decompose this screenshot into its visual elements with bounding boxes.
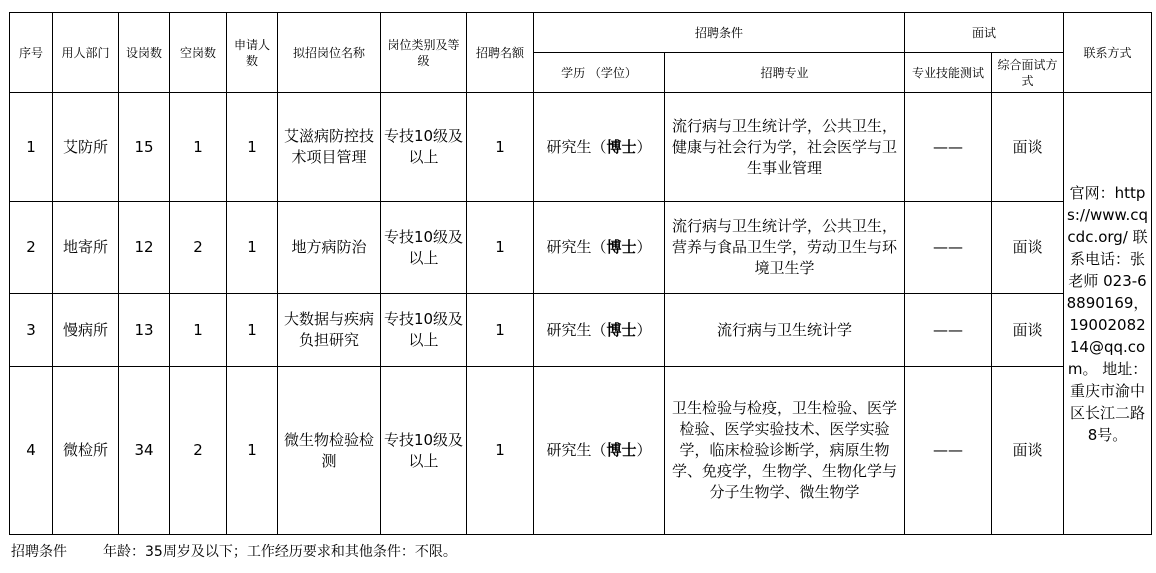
- recruitment-table: [9, 12, 1152, 535]
- cell-major: 卫生检验与检疫，卫生检验、医学检验、医学实验技术、医学实验学，临床检验诊断学，病原生物学、免疫学，生物学、生物化学与分子生物学、微生物学: [665, 367, 905, 535]
- edu-suffix: ）: [636, 320, 652, 339]
- cell-major: 流行病与卫生统计学，公共卫生，健康与社会行为学，社会医学与卫生事业管理: [665, 93, 905, 202]
- cell-vacant: 1: [170, 294, 227, 367]
- header-seq: 序号: [10, 13, 53, 93]
- cell-position: 大数据与疾病负担研究: [278, 294, 381, 367]
- cell-skill-test: ——: [905, 294, 992, 367]
- header-quota: 招聘名额: [467, 13, 534, 93]
- header-applicants: 申请人数: [227, 13, 278, 93]
- edu-degree: 博士: [606, 320, 637, 339]
- cell-interview-mode: 面谈: [992, 93, 1064, 202]
- edu-suffix: ）: [636, 137, 652, 156]
- note-label: 招聘条件: [11, 544, 67, 560]
- table-row: [10, 294, 1152, 367]
- header-category: 岗位类别及等级: [381, 13, 467, 93]
- cell-vacant: 2: [170, 367, 227, 535]
- cell-education: [534, 93, 665, 202]
- cell-category: 专技10级及以上: [381, 367, 467, 535]
- cell-education: [534, 294, 665, 367]
- cell-major: 流行病与卫生统计学: [665, 294, 905, 367]
- table-row: [10, 202, 1152, 294]
- cell-contact: 官网：https://www.cqcdc.org/ 联系电话：张老师 023-68890169，1900208214@qq.com。 地址：重庆市渝中区长江二路8号。: [1064, 93, 1152, 535]
- edu-prefix: 研究生（: [546, 137, 607, 156]
- cell-skill-test: ——: [905, 93, 992, 202]
- cell-dept: 艾防所: [53, 93, 119, 202]
- cell-quota: 1: [467, 202, 534, 294]
- header-education: 学历 （学位）: [534, 53, 665, 93]
- header-conditions: 招聘条件: [534, 13, 905, 53]
- cell-seq: 1: [10, 93, 53, 202]
- cell-seq: 4: [10, 367, 53, 535]
- cell-dept: 微检所: [53, 367, 119, 535]
- cell-category: 专技10级及以上: [381, 93, 467, 202]
- cell-interview-mode: 面谈: [992, 202, 1064, 294]
- cell-applicants: 1: [227, 367, 278, 535]
- cell-major: 流行病与卫生统计学，公共卫生，营养与食品卫生学，劳动卫生与环境卫生学: [665, 202, 905, 294]
- edu-degree: 博士: [606, 137, 637, 156]
- edu-prefix: 研究生（: [546, 320, 607, 339]
- cell-skill-test: ——: [905, 367, 992, 535]
- header-dept: 用人部门: [53, 13, 119, 93]
- edu-prefix: 研究生（: [546, 238, 607, 256]
- edu-prefix: 研究生（: [546, 441, 607, 459]
- edu-suffix: ）: [636, 441, 652, 459]
- cell-category: 专技10级及以上: [381, 202, 467, 294]
- cell-posts: 12: [119, 202, 170, 294]
- cell-dept: 地寄所: [53, 202, 119, 294]
- cell-position: 地方病防治: [278, 202, 381, 294]
- header-position: 拟招岗位名称: [278, 13, 381, 93]
- cell-position: 微生物检验检测: [278, 367, 381, 535]
- cell-posts: 34: [119, 367, 170, 535]
- cell-seq: 3: [10, 294, 53, 367]
- cell-posts: 13: [119, 294, 170, 367]
- edu-degree: 博士: [606, 238, 637, 256]
- edu-suffix: ）: [636, 238, 652, 256]
- cell-posts: 15: [119, 93, 170, 202]
- cell-vacant: 2: [170, 202, 227, 294]
- cell-skill-test: ——: [905, 202, 992, 294]
- cell-applicants: 1: [227, 93, 278, 202]
- header-vacant: 空岗数: [170, 13, 227, 93]
- cell-education: [534, 367, 665, 535]
- header-posts: 设岗数: [119, 13, 170, 93]
- cell-dept: 慢病所: [53, 294, 119, 367]
- recruitment-note: [11, 543, 457, 561]
- note-text: 年龄：35周岁及以下；工作经历要求和其他条件：不限。: [103, 544, 457, 560]
- header-interview: 面试: [905, 13, 1064, 53]
- edu-degree: 博士: [606, 441, 637, 459]
- header-interview-mode: 综合面试方式: [992, 53, 1064, 93]
- cell-category: 专技10级及以上: [381, 294, 467, 367]
- cell-position: 艾滋病防控技术项目管理: [278, 93, 381, 202]
- cell-quota: 1: [467, 294, 534, 367]
- cell-applicants: 1: [227, 294, 278, 367]
- cell-interview-mode: 面谈: [992, 294, 1064, 367]
- cell-seq: 2: [10, 202, 53, 294]
- cell-interview-mode: 面谈: [992, 367, 1064, 535]
- cell-applicants: 1: [227, 202, 278, 294]
- table-row: [10, 93, 1152, 202]
- cell-quota: 1: [467, 93, 534, 202]
- cell-quota: 1: [467, 367, 534, 535]
- header-skill-test: 专业技能测试: [905, 53, 992, 93]
- table-row: [10, 367, 1152, 535]
- header-major: 招聘专业: [665, 53, 905, 93]
- cell-education: [534, 202, 665, 294]
- header-contact: 联系方式: [1064, 13, 1152, 93]
- cell-vacant: 1: [170, 93, 227, 202]
